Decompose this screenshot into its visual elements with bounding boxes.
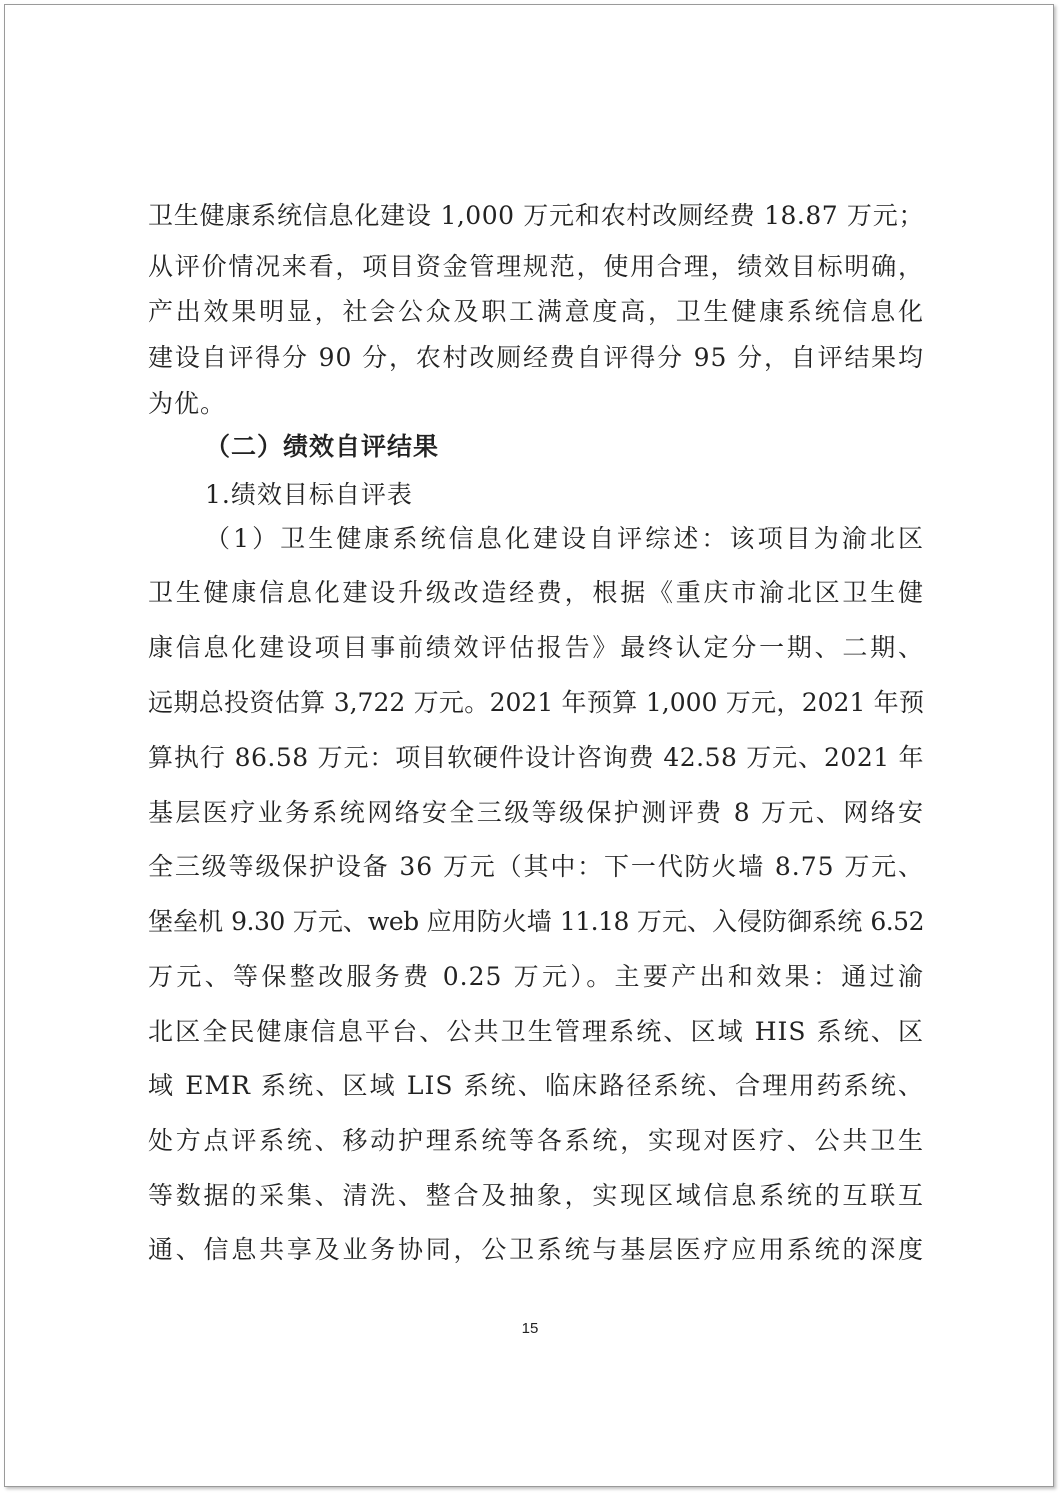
body-text-line: 域 EMR 系统、区域 LIS 系统、临床路径系统、合理用药系统、 bbox=[148, 1071, 924, 1100]
page-number: 15 bbox=[521, 1320, 539, 1337]
section-heading: （二）绩效自评结果 bbox=[205, 432, 440, 461]
body-text-line: 处方点评系统、移动护理系统等各系统，实现对医疗、公共卫生 bbox=[148, 1126, 924, 1155]
body-text-line: 建设自评得分 90 分，农村改厕经费自评得分 95 分，自评结果均 bbox=[148, 343, 924, 372]
body-text-line: （1）卫生健康系统信息化建设自评综述：该项目为渝北区 bbox=[205, 524, 924, 553]
body-text-line: 万元、等保整改服务费 0.25 万元）。主要产出和效果：通过渝 bbox=[148, 962, 924, 991]
subsection-heading: 1.绩效目标自评表 bbox=[205, 480, 413, 509]
body-text-line: 等数据的采集、清洗、整合及抽象，实现区域信息系统的互联互 bbox=[148, 1181, 924, 1210]
body-text-line: 堡垒机 9.30 万元、web 应用防火墙 11.18 万元、入侵防御系统 6.52 bbox=[148, 907, 924, 936]
body-text-line: 为优。 bbox=[148, 389, 227, 418]
body-text-line: 通、信息共享及业务协同，公卫系统与基层医疗应用系统的深度 bbox=[148, 1235, 924, 1264]
body-text-line: 全三级等级保护设备 36 万元（其中：下一代防火墙 8.75 万元、 bbox=[148, 852, 924, 881]
body-text-line: 基层医疗业务系统网络安全三级等级保护测评费 8 万元、网络安 bbox=[148, 798, 924, 827]
body-text-line: 远期总投资估算 3,722 万元。2021 年预算 1,000 万元，2021 年预 bbox=[148, 688, 924, 717]
body-text-line: 从评价情况来看，项目资金管理规范，使用合理，绩效目标明确， bbox=[148, 252, 924, 281]
body-text-line: 卫生健康系统信息化建设 1,000 万元和农村改厕经费 18.87 万元； bbox=[148, 201, 924, 230]
body-text-line: 卫生健康信息化建设升级改造经费，根据《重庆市渝北区卫生健 bbox=[148, 578, 924, 607]
body-text-line: 产出效果明显，社会公众及职工满意度高，卫生健康系统信息化 bbox=[148, 297, 924, 326]
body-text-line: 北区全民健康信息平台、公共卫生管理系统、区域 HIS 系统、区 bbox=[148, 1017, 924, 1046]
body-text-line: 算执行 86.58 万元：项目软硬件设计咨询费 42.58 万元、2021 年 bbox=[148, 743, 924, 772]
body-text-line: 康信息化建设项目事前绩效评估报告》最终认定分一期、二期、 bbox=[148, 633, 924, 662]
